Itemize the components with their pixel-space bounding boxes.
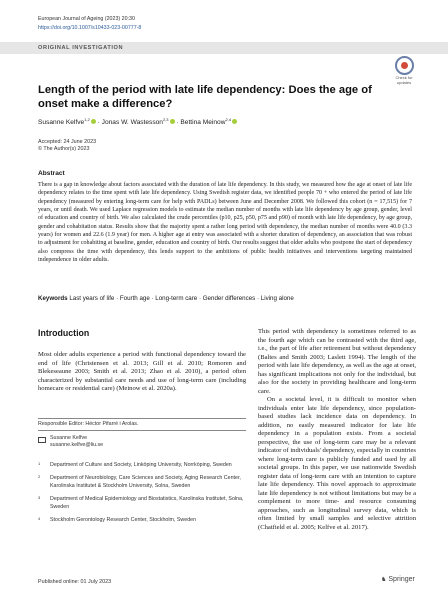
introduction-text: Most older adults experience a period with functional dependency toward the end of life (Christensen et al. 2013; Gill et al. 2010; Romoren and Blekeseaune 2003; Smith et al. 2013; Zhao et al. 2010), a period often characterized by substantial care needs and use of long-term care (including homecare or residential care) (Meinow et al. 2020a). xyxy=(38,351,246,392)
affiliation-text: Stockholm Gerontology Research Center, Stockholm, Sweden xyxy=(50,517,197,524)
envelope-icon xyxy=(38,437,46,443)
author-affiliation-sup: 2,4 xyxy=(225,117,232,122)
body-paragraph: This period with dependency is sometimes referred to as the fourth age which can be contrasted with the third age, i.e., the part of life after retirement but without dependency (Baltes and Smith 2003; Laslett 1994). The length of the period with late life dependency, as well as the age at onset, has significant implications not only for the individual, but also for the society in providing healthcare and long-term care. xyxy=(258,328,416,395)
affiliation-list xyxy=(38,462,246,530)
affiliation-number: 4 xyxy=(38,516,41,522)
article-title: Length of the period with late life dependency: Does the age of onset make a difference? xyxy=(38,84,372,110)
orcid-icon[interactable] xyxy=(170,119,175,124)
correspondence-email[interactable]: susanne.kelfve@liu.se xyxy=(50,442,104,448)
check-for-updates-badge[interactable] xyxy=(389,56,419,86)
published-online-date: Published online: 01 July 2023 xyxy=(38,579,112,585)
springer-horse-icon: ♞ xyxy=(381,577,387,583)
affiliation-text: Department of Medical Epidemiology and Biostatistics, Karolinska Institutet, Solna, Sweden xyxy=(50,496,244,510)
author-name[interactable]: Bettina Meinow xyxy=(180,119,226,127)
orcid-icon[interactable] xyxy=(232,119,237,124)
author-name[interactable]: Susanne Kelfve xyxy=(38,119,85,127)
body-paragraph: On a societal level, it is difficult to monitor when individuals enter late life dependency, since population-based studies lack incidence data on dependency. In addition, no easily measured indicator for late life dependency in a population exists. From a societal perspective, the use of long-term care may be a relevant indicator of individuals' dependency, especially in countries where long-term care is publicly funded and used by all societal groups. In this paper, we use nationwide Swedish register data of long-term care with an intention to capture late life dependency. This novel approach to approximate late life dependency is not without limitations but may be a complement to more time- and resource consuming approaches, such as longitudinal survey data, which is often limited by small samples and selective attrition (Chatfield et al. 2005; Kelfve et al. 2017). xyxy=(258,396,416,531)
footnote-divider xyxy=(38,418,246,419)
author-list: Susanne Kelfve$^{1,2}$ · Jonas W. Wastesson$^{2,3}$ · Bettina Meinow$^{2,4}$ xyxy=(38,117,237,126)
affiliation-item xyxy=(38,496,246,511)
keywords-label: Keywords xyxy=(38,295,68,302)
abstract-heading: Abstract xyxy=(38,170,65,177)
check-updates-icon xyxy=(395,56,414,75)
affiliation-number: 3 xyxy=(38,495,41,501)
abstract-text: There is a gap in knowledge about factors associated with the duration of late life dependency. In this study, we measured how the age at onset of late life dependency relates to the time spent with late life dependency. Using Swedish register data, we identified people 70 + who entered the period of late life dependency (measured by entering long-term care for help with PADLs) between June and December 2008. We followed this cohort (n = 17,515) for 7 years, or until death. We used Laplace regression models to estimate the median number of months with late life dependency by age group, gender, level of education and country of birth. We also calculated the crude percentiles (p10, p25, p50, p75 and p90) of month with late life dependency, by age group, gender and cohabitation status. Results show that the majority spent a rather long period with dependency, the median number of months were 40.0 (3.3 years) for women and 22.6 (1.9 year) for men. A higher age at entry was associated with a shorter duration of dependency, an association that was robust to adjustment for cohabiting at baseline, gender, education and country of birth. Our results suggest that older adults who postpone the start of dependency also compress the time with dependency, this lends support to the ambitions of public health initiatives and interventions targeting maintained independence in older adults. xyxy=(38,182,412,264)
affiliation-text: Department of Culture and Society, Linköping University, Norrköping, Sweden xyxy=(50,462,232,468)
right-column-text xyxy=(258,328,416,532)
publisher-name: Springer xyxy=(388,576,415,583)
affiliation-item xyxy=(38,517,246,524)
affiliation-number: 1 xyxy=(38,461,41,466)
section-label: ORIGINAL INVESTIGATION xyxy=(38,45,124,51)
affiliation-number: 2 xyxy=(38,474,41,480)
author-affiliation-sup: 1,2 xyxy=(84,117,90,122)
affiliation-item xyxy=(38,475,246,490)
introduction-heading: Introduction xyxy=(38,328,90,338)
copyright-notice: © The Author(s) 2023 xyxy=(38,146,90,152)
affiliation-text: Department of Neurobiology, Care Sciences and Society, Aging Research Center, Karolinska Institutet & Stockholm University, Solna, Sweden xyxy=(50,475,241,489)
keywords xyxy=(38,295,294,302)
accepted-date: Accepted: 24 June 2023 xyxy=(38,139,97,145)
correspondence xyxy=(50,435,103,449)
author-affiliation-sup: 2,3 xyxy=(162,117,169,122)
check-updates-label: Check for updates xyxy=(395,75,413,85)
doi-link[interactable]: https://doi.org/10.1007/s10433-023-00777-8 xyxy=(38,25,142,31)
journal-citation: European Journal of Ageing (2023) 20:30 xyxy=(38,16,135,22)
publisher-logo xyxy=(381,576,415,583)
responsible-editor: Responsible Editor: Héctor Pifarré i Arolas. xyxy=(38,421,139,427)
keywords-list: Last years of life · Fourth age · Long-term care · Gender differences · Living alone xyxy=(69,295,294,302)
author-name[interactable]: Jonas W. Wastesson xyxy=(101,119,163,127)
footnote-divider xyxy=(38,430,246,431)
affiliation-item xyxy=(38,462,246,469)
correspondence-name: Susanne Kelfve xyxy=(50,435,88,441)
article-dates xyxy=(38,139,96,153)
orcid-icon[interactable] xyxy=(91,119,96,124)
